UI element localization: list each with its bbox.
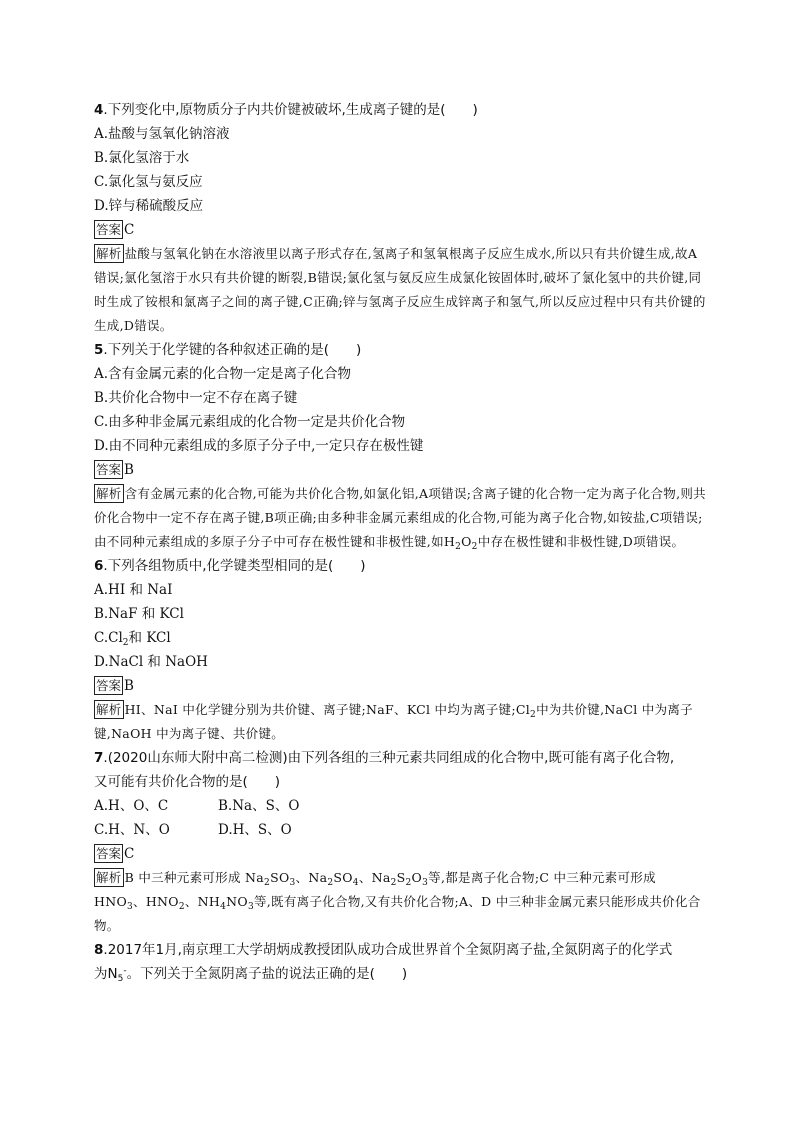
q4-option-d: D.锌与稀硫酸反应: [94, 198, 204, 214]
answer-tag: 答案: [96, 222, 122, 237]
analysis-tag: 解析: [96, 246, 122, 261]
answer-tag: 答案: [96, 846, 122, 861]
question-8-stem: 8.2017年1月,南京理工大学胡炳成教授团队成功合成世界首个全氮阴离子盐,全氮阴离子的化学式: [94, 942, 673, 958]
q5-option-c: C.由多种非金属元素组成的化合物一定是共价化合物: [94, 414, 406, 430]
q5-answer: 答案 B: [96, 462, 134, 478]
q5-option-a: A.含有金属元素的化合物一定是离子化合物: [94, 366, 352, 382]
answer-tag: 答案: [96, 462, 122, 477]
q7-option-d: D.H、S、O: [218, 822, 292, 838]
q4-option-b: B.氯化氢溶于水: [94, 150, 190, 166]
question-6-stem: 6.下列各组物质中,化学键类型相同的是( ): [94, 558, 366, 574]
q7-option-a: A.H、O、C: [94, 798, 169, 814]
q4-option-a: A.盐酸与氢氧化钠溶液: [94, 126, 230, 142]
question-7-stem-cont: 又可能有共价化合物的是( ): [94, 774, 281, 790]
q6-option-a: A.HI 和 NaI: [94, 582, 173, 598]
q7-options-row-2: [94, 818, 706, 842]
question-8-stem-cont: 为$N_5^-$。下列关于全氮阴离子盐的说法正确的是( ): [94, 966, 408, 984]
analysis-tag: 解析: [96, 702, 122, 717]
q7-options-row-1: [94, 794, 706, 818]
answer-tag: 答案: [96, 678, 122, 693]
analysis-tag: 解析: [96, 870, 122, 885]
analysis-tag: 解析: [96, 486, 122, 501]
q7-option-c: C.H、N、O: [94, 822, 170, 838]
q6-option-d: D.NaCl 和 NaOH: [94, 654, 208, 670]
q6-option-c: $C.Cl_2$和 KCl: [94, 630, 171, 648]
q4-option-c: C.氯化氢与氨反应: [94, 174, 203, 190]
q6-option-b: B.NaF 和 KCl: [94, 606, 184, 622]
q7-answer: 答案 C: [96, 846, 135, 862]
question-4-stem: 4.下列变化中,原物质分子内共价键被破坏,生成离子键的是( ): [94, 102, 478, 118]
q4-answer: 答案 C: [96, 222, 135, 238]
q7-analysis: 解析 B 中三种元素可形成 $Na_2SO_3$、$Na_2SO_4$、$Na_2S_2O_3$等,都是离子化合物;C 中三种元素可形成 $HNO_3$、$HNO_2$、$NH_4NO_3$等,既有离子化合物,又有共价化合物;A、D 中三种非金属元素只能形成共价化合物。: [94, 870, 701, 933]
q5-option-d: D.由不同种元素组成的多原子分子中,一定只存在极性键: [94, 438, 424, 454]
question-5-stem: 5.下列关于化学键的各种叙述正确的是( ): [94, 342, 362, 358]
q4-analysis: 解析 盐酸与氢氧化钠在水溶液里以离子形式存在,氢离子和氢氧根离子反应生成水,所以只有共价键生成,故A错误;氯化氢溶于水只有共价键的断裂,B错误;氯化氢与氨反应生成氯化铵固体时,破坏了氯化氢中的共价键,同时生成了铵根和氯离子之间的离子键,C正确;锌与氢离子反应生成锌离子和氢气,所以反应过程中只有共价键的生成,D错误。: [94, 246, 706, 333]
q5-analysis: 解析 含有金属元素的化合物,可能为共价化合物,如氯化铝,A项错误;含离子键的化合物一定为离子化合物,则共价化合物中一定不存在离子键,B项正确;由多种非金属元素组成的化合物,可能为离子化合物,如铵盐,C项错误;由不同种元素组成的多原子分子中可存在极性键和非极性键,如$H_2O_2$中存在极性键和非极性键,D项错误。: [94, 486, 706, 552]
document-page: [94, 98, 706, 986]
q7-option-b: B.Na、S、O: [218, 798, 300, 814]
q6-analysis: 解析 HI、NaI 中化学键分别为共价键、离子键;NaF、KCl 中均为离子键$;Cl_2$中为共价键,NaCl 中为离子键,NaOH 中为离子键、共价键。: [94, 702, 693, 741]
question-7-stem: 7.(2020山东师大附中高二检测)由下列各组的三种元素共同组成的化合物中,既可能有离子化合物,: [94, 750, 675, 766]
q6-answer: 答案 B: [96, 678, 134, 694]
q5-option-b: B.共价化合物中一定不存在离子键: [94, 390, 298, 406]
